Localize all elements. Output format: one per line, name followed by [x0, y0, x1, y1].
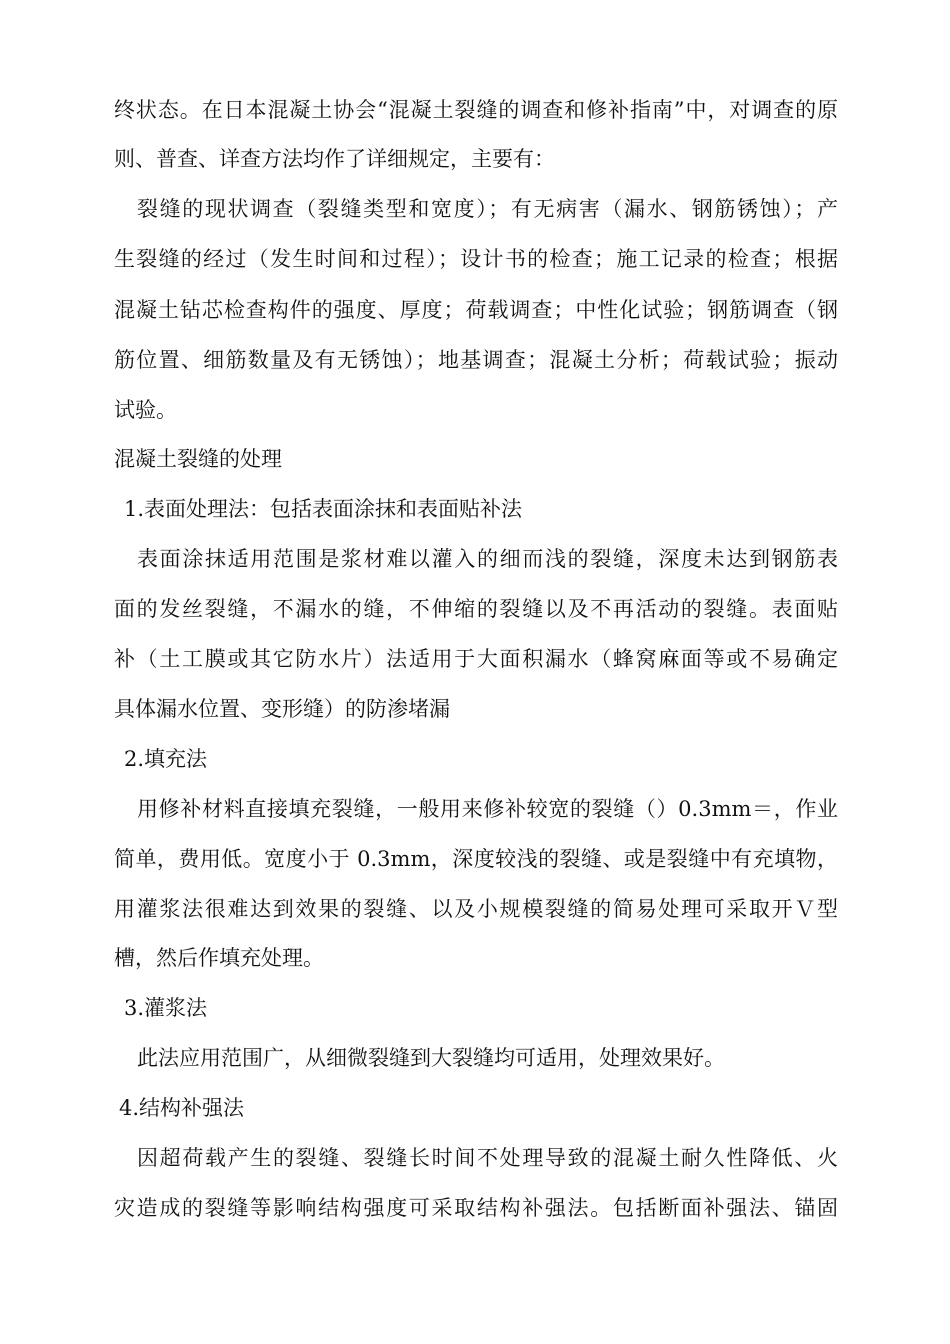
text-line: 用灌浆法很难达到效果的裂缝、以及小规模裂缝的简易处理可采取开Ｖ型	[114, 897, 838, 921]
subsection-heading: 2.填充法	[124, 747, 208, 771]
paragraph-first-line: 表面涂抹适用范围是浆材难以灌入的细而浅的裂缝，深度未达到钢筋表	[137, 547, 838, 571]
text-line: 槽，然后作填充处理。	[114, 946, 324, 970]
text-line: 筋位置、细筋数量及有无锈蚀）；地基调查；混凝土分析；荷载试验；振动	[114, 348, 838, 372]
text-line: 混凝土钻芯检查构件的强度、厚度；荷载调查；中性化试验；钢筋调查（钢	[114, 298, 838, 322]
paragraph-first-line: 裂缝的现状调查（裂缝类型和宽度）；有无病害（漏水、钢筋锈蚀）；产	[137, 197, 838, 221]
subsection-heading: 1.表面处理法：包括表面涂抹和表面贴补法	[124, 497, 523, 521]
paragraph-first-line: 因超荷载产生的裂缝、裂缝长时间不处理导致的混凝土耐久性降低、火	[137, 1146, 838, 1170]
text-line: 具体漏水位置、变形缝）的防渗堵漏	[114, 697, 450, 721]
text-line: 灾造成的裂缝等影响结构强度可采取结构补强法。包括断面补强法、锚固	[114, 1196, 838, 1220]
paragraph-first-line: 用修补材料直接填充裂缝，一般用来修补较宽的裂缝（）0.3mm＝，作业	[137, 797, 838, 821]
text-line: 生裂缝的经过（发生时间和过程）；设计书的检查；施工记录的检查；根据	[114, 247, 838, 271]
text-line: 面的发丝裂缝，不漏水的缝，不伸缩的裂缝以及不再活动的裂缝。表面贴	[114, 597, 838, 621]
subsection-heading: 3.灌浆法	[124, 996, 208, 1020]
text-line: 则、普查、详查方法均作了详细规定，主要有：	[114, 147, 555, 171]
subsection-heading: 4.结构补强法	[119, 1096, 245, 1120]
section-heading: 混凝土裂缝的处理	[114, 447, 282, 471]
text-line: 补（土工膜或其它防水片）法适用于大面积漏水（蜂窝麻面等或不易确定	[114, 647, 838, 671]
paragraph-first-line: 此法应用范围广，从细微裂缝到大裂缝均可适用，处理效果好。	[137, 1046, 725, 1070]
text-line: 试验。	[114, 398, 177, 422]
text-line: 终状态。在日本混凝土协会“混凝土裂缝的调查和修补指南”中，对调查的原	[114, 98, 838, 122]
text-line: 简单，费用低。宽度小于 0.3mm，深度较浅的裂缝、或是裂缝中有充填物，	[114, 847, 838, 871]
